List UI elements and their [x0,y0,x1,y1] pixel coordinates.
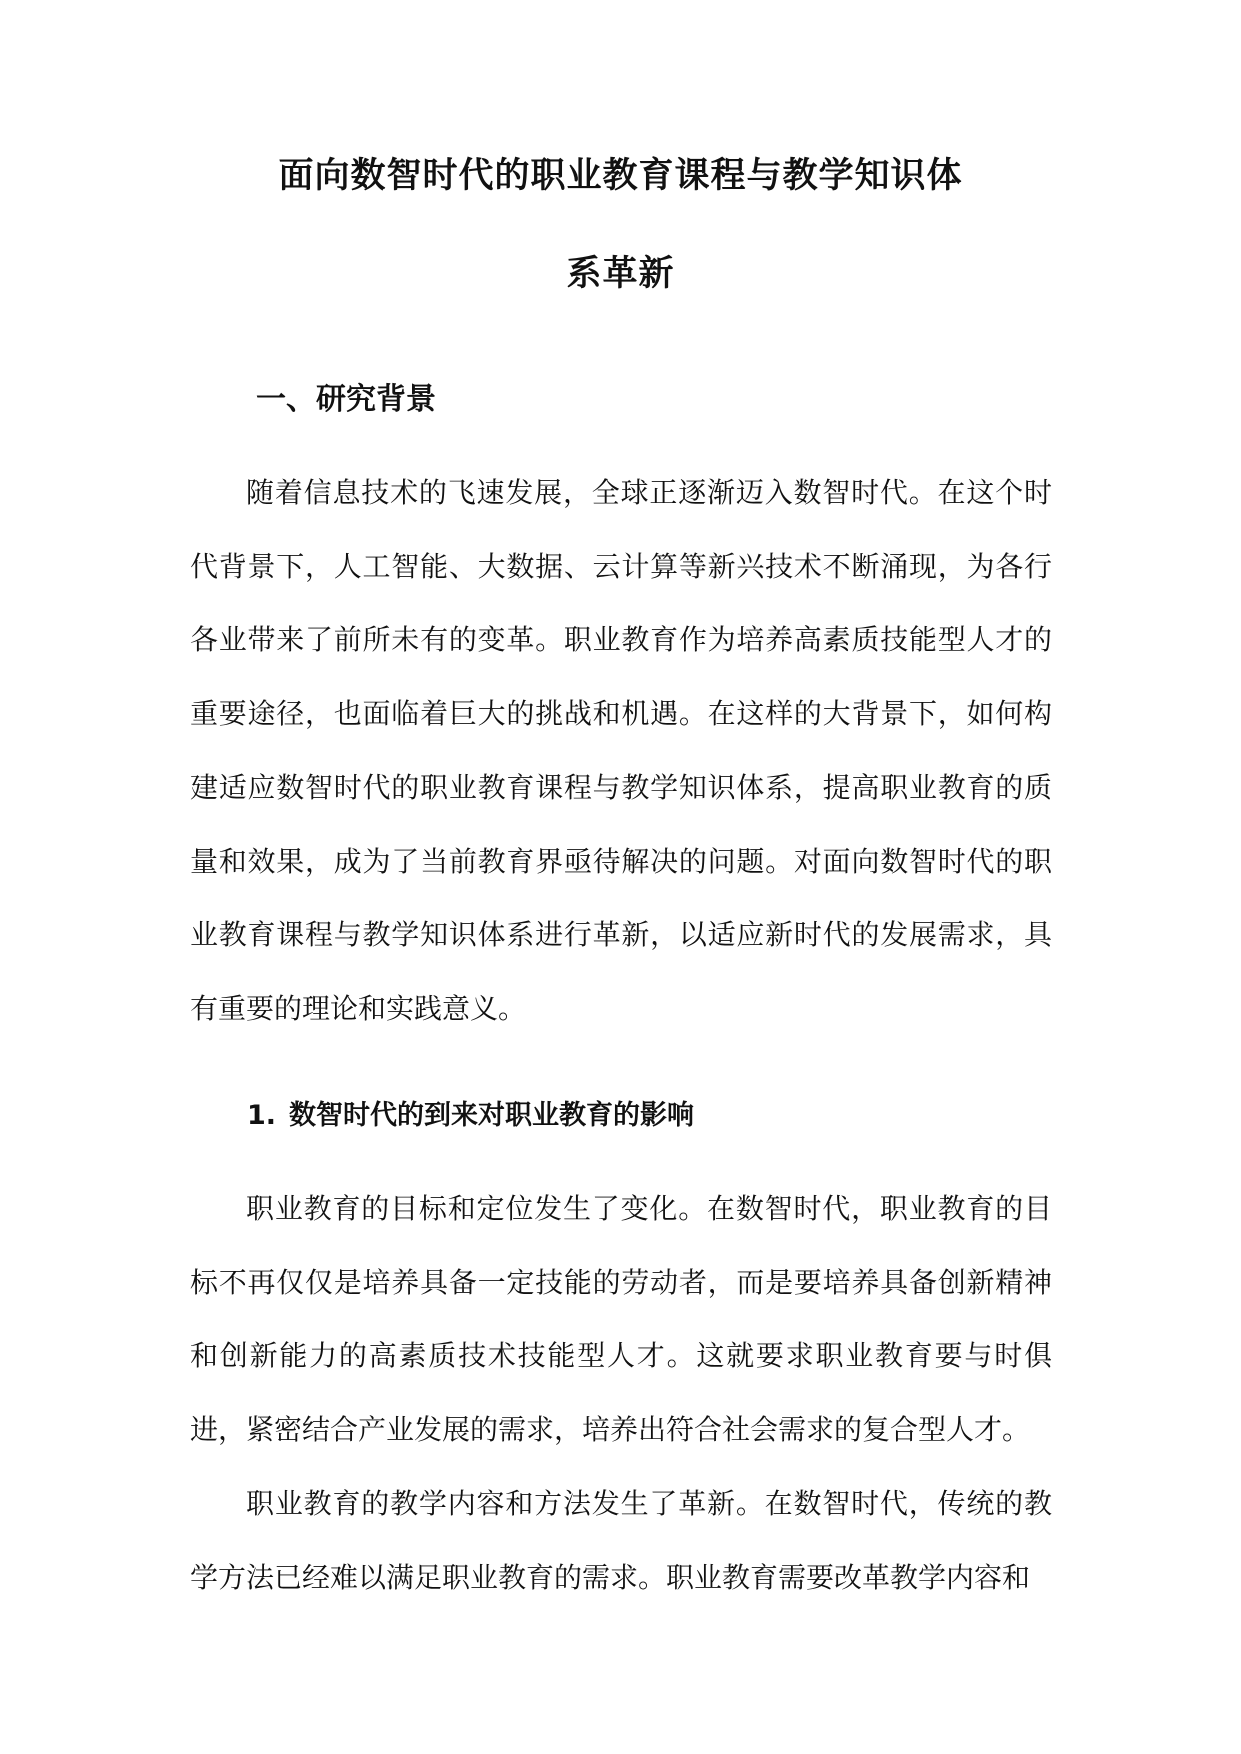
document-title-line-1: 面向数智时代的职业教育课程与教学知识体 [278,156,963,196]
section-heading-research-background: 一、研究背景 [256,382,436,417]
paragraph-content-methods: 职业教育的教学内容和方法发生了革新。在数智时代，传统的教学方法已经难以满足职业教育的需求。职业教育需要改革教学内容和 [190,1487,1052,1594]
document-title-line-2: 系革新 [566,254,675,294]
subsection-number: 1. [247,1100,277,1131]
subsection-heading-impact [247,1097,694,1135]
subsection-heading-text: 数智时代的到来对职业教育的影响 [289,1100,694,1131]
paragraph-research-background: 随着信息技术的飞速发展，全球正逐渐迈入数智时代。在这个时代背景下，人工智能、大数据、云计算等新兴技术不断涌现，为各行各业带来了前所未有的变革。职业教育作为培养高素质技能型人才的重要途径，也面临着巨大的挑战和机遇。在这样的大背景下，如何构建适应数智时代的职业教育课程与教学知识体系，提高职业教育的质量和效果，成为了当前教育界亟待解决的问题。对面向数智时代的职业教育课程与教学知识体系进行革新，以适应新时代的发展需求，具有重要的理论和实践意义。 [190,476,1052,1025]
paragraph-goals-positioning: 职业教育的目标和定位发生了变化。在数智时代，职业教育的目标不再仅仅是培养具备一定技能的劳动者，而是要培养具备创新精神和创新能力的高素质技术技能型人才。这就要求职业教育要与时俱进，紧密结合产业发展的需求，培养出符合社会需求的复合型人才。 [190,1192,1052,1447]
